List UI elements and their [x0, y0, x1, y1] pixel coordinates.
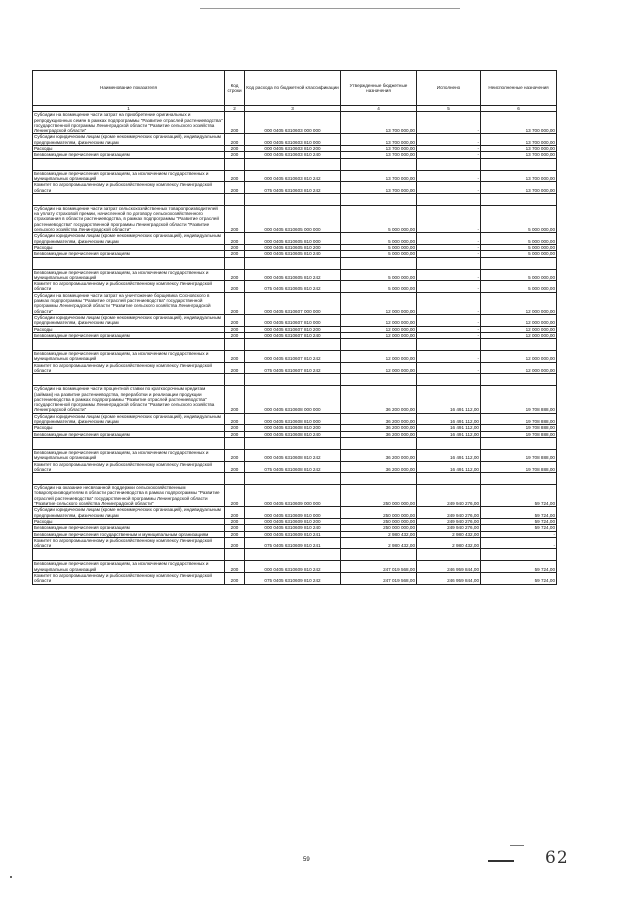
table-row	[33, 292, 557, 314]
cell-indicator-name: Комитет по агропромышленному и рыбохозяйственному комплексу Ленинградской области	[33, 461, 225, 473]
cell-expense-code: 000 0405 6310605 810 242	[245, 269, 341, 281]
cell-executed: 16 491 112,00	[417, 461, 481, 473]
blank-cell	[33, 437, 225, 449]
cell-line-code: 200	[225, 112, 245, 134]
blank-cell	[341, 437, 417, 449]
cell-approved: 5 000 000,00	[341, 251, 417, 257]
cell-approved: 12 000 000,00	[341, 351, 417, 363]
cell-remaining: 12 000 000,00	[481, 332, 557, 338]
table-row	[33, 182, 557, 194]
header-expense-code: Код расхода по бюджетной классификации	[245, 71, 341, 106]
cell-expense-code: 075 0405 6310609 810 242	[245, 573, 341, 585]
cell-indicator-name: Безвозмездные перечисления организациям, за исключением государственных и муниципальных организаций	[33, 561, 225, 573]
cell-approved: 12 000 000,00	[341, 314, 417, 326]
blank-row	[33, 257, 557, 269]
blank-cell	[481, 193, 557, 205]
cell-remaining: 13 700 000,00	[481, 146, 557, 152]
blank-cell	[481, 374, 557, 386]
cell-remaining: 19 708 888,00	[481, 461, 557, 473]
cell-executed: 249 940 276,00	[417, 507, 481, 519]
table-row	[33, 205, 557, 232]
blank-cell	[417, 437, 481, 449]
cell-remaining: 5 000 000,00	[481, 244, 557, 250]
cell-executed: -	[417, 134, 481, 146]
cell-expense-code: 075 0405 6310609 810 241	[245, 537, 341, 549]
cell-remaining: 19 708 888,00	[481, 431, 557, 437]
cell-approved: 2 980 432,00	[341, 537, 417, 549]
cell-remaining: 59 724,00	[481, 573, 557, 585]
cell-line-code: 200	[225, 146, 245, 152]
table-row	[33, 112, 557, 134]
cell-approved: 247 019 568,00	[341, 573, 417, 585]
cell-line-code: 200	[225, 425, 245, 431]
cell-remaining: 59 724,00	[481, 525, 557, 531]
cell-indicator-name: Комитет по агропромышленному и рыбохозяйственному комплексу Ленинградской области	[33, 182, 225, 194]
handwritten-sheet-number: 62	[545, 848, 569, 868]
cell-executed: -	[417, 351, 481, 363]
blank-cell	[481, 549, 557, 561]
cell-approved: 250 000 000,00	[341, 518, 417, 524]
cell-executed: -	[417, 146, 481, 152]
cell-executed: -	[417, 281, 481, 293]
cell-executed: -	[417, 251, 481, 257]
cell-approved: 36 200 000,00	[341, 413, 417, 425]
cell-indicator-name: Безвозмездные перечисления организациям, за исключением государственных и муниципальных организаций	[33, 449, 225, 461]
cell-executed: -	[417, 182, 481, 194]
cell-line-code: 200	[225, 449, 245, 461]
table-row	[33, 281, 557, 293]
cell-expense-code: 000 0405 6310603 810 242	[245, 170, 341, 182]
budget-execution-table	[32, 70, 557, 585]
cell-executed: 2 980 432,00	[417, 537, 481, 549]
cell-indicator-name: Комитет по агропромышленному и рыбохозяйственному комплексу Ленинградской области	[33, 281, 225, 293]
cell-expense-code: 000 0405 6310607 810 000	[245, 314, 341, 326]
blank-row	[33, 437, 557, 449]
header-approved: Утвержденные бюджетные назначения	[341, 71, 417, 106]
blank-cell	[33, 374, 225, 386]
cell-executed: -	[417, 170, 481, 182]
cell-approved: 5 000 000,00	[341, 281, 417, 293]
cell-line-code: 200	[225, 244, 245, 250]
cell-indicator-name: Безвозмездные перечисления организациям, за исключением государственных и муниципальных организаций	[33, 351, 225, 363]
cell-executed: 2 980 432,00	[417, 531, 481, 537]
cell-remaining: 13 700 000,00	[481, 182, 557, 194]
cell-expense-code: 000 0405 6310603 810 200	[245, 146, 341, 152]
cell-approved: 247 019 568,00	[341, 561, 417, 573]
blank-cell	[481, 473, 557, 485]
cell-expense-code: 000 0405 6310603 000 000	[245, 112, 341, 134]
cell-executed: 16 491 112,00	[417, 386, 481, 413]
blank-cell	[341, 257, 417, 269]
cell-remaining: 59 724,00	[481, 485, 557, 507]
cell-approved: 36 200 000,00	[341, 386, 417, 413]
cell-executed: -	[417, 112, 481, 134]
col-number: 1	[33, 106, 225, 112]
cell-expense-code: 000 0405 6310608 810 240	[245, 431, 341, 437]
cell-executed: 249 940 276,00	[417, 485, 481, 507]
cell-remaining: 5 000 000,00	[481, 281, 557, 293]
cell-indicator-name: Расходы	[33, 425, 225, 431]
cell-approved: 5 000 000,00	[341, 244, 417, 250]
cell-line-code: 200	[225, 269, 245, 281]
cell-remaining: 13 700 000,00	[481, 152, 557, 158]
cell-approved: 5 000 000,00	[341, 205, 417, 232]
cell-expense-code: 000 0405 6310609 000 000	[245, 485, 341, 507]
cell-indicator-name: Субсидии юридическим лицам (кроме некоммерческих организаций), индивидуальным предпринимателям, физическим лицам	[33, 314, 225, 326]
header-line-code: Код строки	[225, 71, 245, 106]
blank-row	[33, 339, 557, 351]
table-row	[33, 152, 557, 158]
cell-remaining: 12 000 000,00	[481, 351, 557, 363]
cell-remaining: 19 708 888,00	[481, 425, 557, 431]
blank-cell	[417, 374, 481, 386]
cell-executed: 246 959 844,00	[417, 573, 481, 585]
cell-indicator-name: Субсидии на возмещение части затрат на уничтожение борщевика Сосновского в рамках подпрограммы "Развитие отраслей растениеводства" государственной программы Ленинградской области "Развитие сельского хозяйства Ленинградской области"	[33, 292, 225, 314]
cell-executed: 246 959 844,00	[417, 561, 481, 573]
cell-line-code: 200	[225, 537, 245, 549]
cell-remaining: 59 724,00	[481, 561, 557, 573]
cell-line-code: 200	[225, 251, 245, 257]
col-number: 6	[481, 106, 557, 112]
col-number: 2	[225, 106, 245, 112]
cell-line-code: 200	[225, 362, 245, 374]
cell-executed: -	[417, 332, 481, 338]
blank-cell	[245, 437, 341, 449]
cell-line-code: 200	[225, 561, 245, 573]
cell-approved: 5 000 000,00	[341, 269, 417, 281]
cell-approved: 36 200 000,00	[341, 449, 417, 461]
cell-expense-code: 000 0405 6310603 810 000	[245, 134, 341, 146]
cell-approved: 250 000 000,00	[341, 525, 417, 531]
top-rule	[200, 8, 460, 9]
cell-indicator-name: Расходы	[33, 244, 225, 250]
blank-cell	[225, 158, 245, 170]
blank-cell	[417, 473, 481, 485]
cell-line-code: 200	[225, 182, 245, 194]
cell-indicator-name: Субсидии на возмещение части затрат на приобретение оригинальных и репродукционных семян в рамках подпрограммы "Развитие отраслей растениеводства" государственной программы Ленинградской области "Развитие сельского хозяйства Ленинградской области"	[34, 112, 223, 134]
cell-line-code: 200	[225, 413, 245, 425]
cell-line-code: 200	[225, 281, 245, 293]
table-row	[33, 507, 557, 519]
table-body	[33, 112, 557, 584]
cell-indicator-name: Безвозмездные перечисления государственным и муниципальным организациям	[33, 531, 225, 537]
cell-indicator-name: Безвозмездные перечисления организациям	[33, 525, 225, 531]
cell-expense-code: 000 0405 6310609 810 000	[245, 507, 341, 519]
cell-indicator-name: Безвозмездные перечисления организациям	[33, 152, 225, 158]
cell-executed: -	[417, 362, 481, 374]
cell-expense-code: 000 0405 6310607 810 200	[245, 326, 341, 332]
cell-indicator-name: Субсидии на оказание несвязанной поддержки сельскохозяйственным товаропроизводителям в области растениеводства в рамках подпрограммы "Развитие отраслей растениеводства" государственной программы Ленинградской области "Развитие сельского хозяйства Ленинградской области"	[33, 485, 225, 507]
cell-executed: 16 491 112,00	[417, 431, 481, 437]
cell-expense-code: 000 0405 6310605 810 000	[245, 233, 341, 245]
blank-cell	[225, 193, 245, 205]
cell-expense-code: 000 0405 6310609 810 241	[245, 531, 341, 537]
blank-cell	[481, 339, 557, 351]
blank-cell	[33, 473, 225, 485]
cell-remaining: -	[481, 531, 557, 537]
col-number: 5	[417, 106, 481, 112]
blank-cell	[481, 158, 557, 170]
cell-line-code: 200	[225, 525, 245, 531]
stamp-stroke	[510, 845, 524, 846]
blank-cell	[33, 158, 225, 170]
cell-line-code: 200	[225, 292, 245, 314]
cell-approved: 13 700 000,00	[341, 112, 417, 134]
blank-cell	[417, 339, 481, 351]
cell-executed: 16 491 112,00	[417, 449, 481, 461]
cell-indicator-name: Безвозмездные перечисления организациям, за исключением государственных и муниципальных организаций	[33, 269, 225, 281]
cell-approved: 36 200 000,00	[341, 461, 417, 473]
blank-cell	[225, 549, 245, 561]
cell-line-code: 200	[225, 326, 245, 332]
cell-remaining: 5 000 000,00	[481, 251, 557, 257]
cell-approved: 13 700 000,00	[341, 170, 417, 182]
cell-remaining: 5 000 000,00	[481, 205, 557, 232]
blank-cell	[417, 549, 481, 561]
cell-approved: 2 980 432,00	[341, 531, 417, 537]
cell-indicator-name: Субсидии на возмещение части процентной ставки по краткосрочным кредитам (займам) на развитие растениеводства, переработки и реализации продукции растениеводства в рамках подпрограммы "Развитие отраслей растениеводства" государственной программы Ленинградской области "Развитие сельского хозяйства Ленинградской области"	[33, 386, 225, 413]
blank-cell	[225, 473, 245, 485]
table-row	[33, 573, 557, 585]
blank-cell	[417, 158, 481, 170]
page-number: 59	[303, 857, 310, 863]
cell-line-code: 200	[225, 431, 245, 437]
cell-line-code: 200	[225, 531, 245, 537]
blank-cell	[341, 473, 417, 485]
cell-expense-code: 000 0405 6310603 810 240	[245, 152, 341, 158]
cell-executed: -	[417, 326, 481, 332]
table-row	[33, 251, 557, 257]
cell-remaining: 12 000 000,00	[481, 292, 557, 314]
cell-indicator-name: Безвозмездные перечисления организациям	[33, 431, 225, 437]
blank-cell	[33, 549, 225, 561]
blank-cell	[33, 339, 225, 351]
cell-line-code: 200	[225, 233, 245, 245]
cell-indicator-name: Расходы	[33, 326, 225, 332]
cell-remaining: -	[481, 537, 557, 549]
table-row	[33, 386, 557, 413]
cell-line-code: 200	[225, 205, 245, 232]
blank-cell	[341, 193, 417, 205]
cell-remaining: 5 000 000,00	[481, 233, 557, 245]
cell-indicator-name: Комитет по агропромышленному и рыбохозяйственному комплексу Ленинградской области	[33, 573, 225, 585]
cell-executed: -	[417, 314, 481, 326]
cell-indicator-name: Субсидии юридическим лицам (кроме некоммерческих организаций), индивидуальным предпринимателям, физическим лицам	[33, 233, 225, 245]
blank-cell	[417, 257, 481, 269]
cell-line-code: 200	[225, 507, 245, 519]
cell-executed: -	[417, 233, 481, 245]
cell-approved: 250 000 000,00	[341, 485, 417, 507]
col-number: 4	[341, 106, 417, 112]
cell-executed: 249 940 276,00	[417, 518, 481, 524]
cell-indicator-name: Безвозмездные перечисления организациям	[33, 332, 225, 338]
cell-expense-code: 000 0405 6310607 000 000	[245, 292, 341, 314]
blank-cell	[341, 339, 417, 351]
blank-row	[33, 193, 557, 205]
cell-indicator-name: Субсидии юридическим лицам (кроме некоммерческих организаций), индивидуальным предпринимателям, физическим лицам	[33, 507, 225, 519]
cell-expense-code: 000 0405 6310609 810 200	[245, 518, 341, 524]
cell-remaining: 5 000 000,00	[481, 269, 557, 281]
cell-indicator-name: Безвозмездные перечисления организациям	[33, 251, 225, 257]
blank-cell	[341, 158, 417, 170]
blank-cell	[245, 158, 341, 170]
table-row	[33, 413, 557, 425]
blank-cell	[245, 549, 341, 561]
cell-line-code: 200	[225, 573, 245, 585]
blank-cell	[245, 193, 341, 205]
col-number: 3	[245, 106, 341, 112]
cell-remaining: 59 724,00	[481, 507, 557, 519]
blank-row	[33, 549, 557, 561]
header-indicator-name: Наименование показателя	[33, 71, 225, 106]
cell-indicator-name: Субсидии юридическим лицам (кроме некоммерческих организаций), индивидуальным предпринимателям, физическим лицам	[33, 413, 225, 425]
table-row	[33, 485, 557, 507]
cell-line-code: 200	[225, 170, 245, 182]
cell-expense-code: 000 0405 6310605 000 000	[245, 205, 341, 232]
cell-executed: -	[417, 244, 481, 250]
table-row	[33, 525, 557, 531]
cell-expense-code: 075 0405 6310605 810 242	[245, 281, 341, 293]
cell-expense-code: 000 0405 6310608 810 000	[245, 413, 341, 425]
header-executed: Исполнено	[417, 71, 481, 106]
table-row	[33, 431, 557, 437]
cell-remaining: 13 700 000,00	[481, 170, 557, 182]
table-row	[33, 332, 557, 338]
table-row	[33, 561, 557, 573]
blank-row	[33, 473, 557, 485]
cell-indicator-name: Расходы	[33, 518, 225, 524]
cell-line-code: 200	[225, 518, 245, 524]
cell-expense-code: 000 0405 6310608 810 242	[245, 449, 341, 461]
cell-approved: 13 700 000,00	[341, 152, 417, 158]
cell-indicator-name: Безвозмездные перечисления организациям, за исключением государственных и муниципальных организаций	[33, 170, 225, 182]
cell-executed: 16 491 112,00	[417, 413, 481, 425]
table-row	[33, 449, 557, 461]
table-row	[33, 537, 557, 549]
cell-approved: 12 000 000,00	[341, 292, 417, 314]
cell-approved: 13 700 000,00	[341, 146, 417, 152]
cell-remaining: 19 708 888,00	[481, 413, 557, 425]
table-row	[33, 269, 557, 281]
cell-executed: -	[417, 205, 481, 232]
blank-row	[33, 158, 557, 170]
cell-indicator-name: Субсидии на возмещение части затрат сельскохозяйственных товаропроизводителей на уплату страховой премии, начисленной по договору сельскохозяйственного страхования в области растениеводства, в рамках подпрограммы "Развитие отраслей растениеводства" государственной программы Ленинградской области "Развитие сельского хозяйства Ленинградской области"	[33, 205, 225, 232]
cell-expense-code: 075 0405 6310608 810 242	[245, 461, 341, 473]
cell-approved: 36 200 000,00	[341, 431, 417, 437]
table-row	[33, 134, 557, 146]
cell-expense-code: 000 0405 6310609 810 240	[245, 525, 341, 531]
cell-approved: 13 700 000,00	[341, 134, 417, 146]
cell-indicator-name: Комитет по агропромышленному и рыбохозяйственному комплексу Ленинградской области	[33, 362, 225, 374]
table-row	[33, 170, 557, 182]
table-row	[33, 531, 557, 537]
cell-approved: 5 000 000,00	[341, 233, 417, 245]
cell-approved: 36 200 000,00	[341, 425, 417, 431]
cell-expense-code: 000 0405 6310607 810 240	[245, 332, 341, 338]
cell-remaining: 13 700 000,00	[481, 112, 557, 134]
cell-expense-code: 000 0405 6310605 810 200	[245, 244, 341, 250]
cell-remaining: 19 708 888,00	[481, 386, 557, 413]
cell-executed: -	[417, 269, 481, 281]
cell-approved: 12 000 000,00	[341, 362, 417, 374]
cell-expense-code: 075 0405 6310607 810 242	[245, 362, 341, 374]
blank-cell	[245, 339, 341, 351]
cell-executed: -	[417, 292, 481, 314]
blank-cell	[481, 437, 557, 449]
cell-line-code: 200	[225, 485, 245, 507]
scan-speck	[10, 876, 12, 878]
table-row	[33, 362, 557, 374]
table-row	[33, 233, 557, 245]
cell-remaining: 19 708 888,00	[481, 449, 557, 461]
cell-indicator-name: Субсидии юридическим лицам (кроме некоммерческих организаций), индивидуальным предпринимателям, физическим лицам	[33, 134, 225, 146]
blank-cell	[245, 374, 341, 386]
blank-cell	[341, 549, 417, 561]
cell-line-code: 200	[225, 386, 245, 413]
table-header-row	[33, 71, 557, 106]
cell-remaining: 12 000 000,00	[481, 362, 557, 374]
cell-executed: 16 491 112,00	[417, 425, 481, 431]
cell-approved: 12 000 000,00	[341, 326, 417, 332]
blank-cell	[417, 193, 481, 205]
table-row	[33, 461, 557, 473]
table-row	[33, 351, 557, 363]
blank-row	[33, 374, 557, 386]
cell-line-code: 200	[225, 351, 245, 363]
cell-remaining: 12 000 000,00	[481, 314, 557, 326]
blank-cell	[225, 339, 245, 351]
blank-cell	[245, 257, 341, 269]
cell-expense-code: 000 0405 6310607 810 242	[245, 351, 341, 363]
blank-cell	[33, 257, 225, 269]
cell-line-code: 200	[225, 461, 245, 473]
cell-executed: 249 940 276,00	[417, 525, 481, 531]
cell-indicator-name: Расходы	[33, 146, 225, 152]
blank-cell	[245, 473, 341, 485]
cell-expense-code: 000 0405 6310609 810 242	[245, 561, 341, 573]
blank-cell	[225, 257, 245, 269]
blank-cell	[33, 193, 225, 205]
cell-expense-code: 075 0405 6310603 810 242	[245, 182, 341, 194]
cell-executed: -	[417, 152, 481, 158]
blank-cell	[341, 374, 417, 386]
blank-cell	[481, 257, 557, 269]
cell-line-code: 200	[225, 152, 245, 158]
table-row	[33, 314, 557, 326]
cell-line-code: 200	[225, 134, 245, 146]
cell-expense-code: 000 0405 6310608 000 000	[245, 386, 341, 413]
cell-indicator-name: Комитет по агропромышленному и рыбохозяйственному комплексу Ленинградской области	[33, 537, 225, 549]
cell-remaining: 59 724,00	[481, 518, 557, 524]
cell-line-code: 200	[225, 332, 245, 338]
stamp-stroke	[488, 860, 514, 862]
cell-approved: 250 000 000,00	[341, 507, 417, 519]
cell-expense-code: 000 0405 6310608 810 200	[245, 425, 341, 431]
cell-approved: 13 700 000,00	[341, 182, 417, 194]
cell-approved: 12 000 000,00	[341, 332, 417, 338]
cell-expense-code: 000 0405 6310605 810 240	[245, 251, 341, 257]
blank-cell	[225, 437, 245, 449]
blank-cell	[225, 374, 245, 386]
cell-line-code: 200	[225, 314, 245, 326]
cell-remaining: 13 700 000,00	[481, 134, 557, 146]
header-remaining: Неисполненные назначения	[481, 71, 557, 106]
cell-remaining: 12 000 000,00	[481, 326, 557, 332]
